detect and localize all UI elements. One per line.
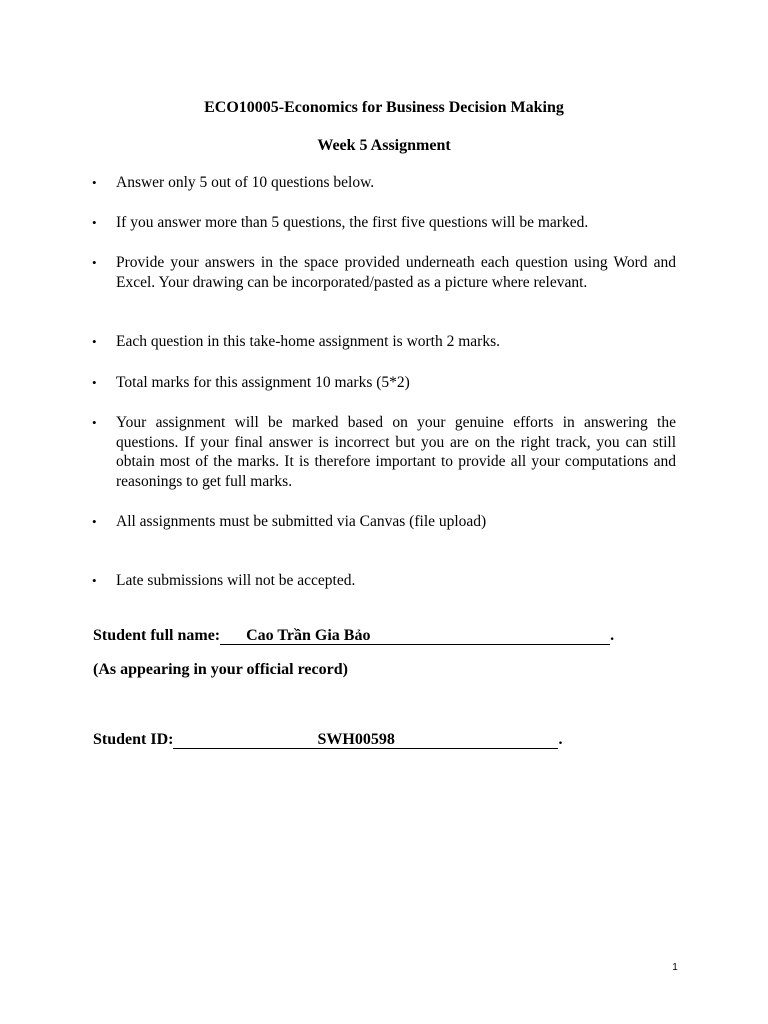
student-id-field [93, 730, 562, 750]
instruction-text: Provide your answers in the space provided underneath each question using Word and Excel. Your drawing can be incorporated/pasted as a picture where relevant. [116, 254, 676, 291]
bullet-icon: • [92, 334, 97, 349]
bullet-icon: • [92, 415, 97, 430]
bullet-icon: • [92, 255, 97, 270]
instruction-text: Your assignment will be marked based on your genuine efforts in answering the questions. If your final answer is incorrect but you are on the right track, you can still obtain most of the marks. It is therefore important to provide all your computations and reasonings to get full marks. [116, 414, 676, 490]
document-subtitle: Week 5 Assignment [317, 137, 451, 154]
instruction-text: All assignments must be submitted via Canvas (file upload) [116, 513, 487, 530]
student-name-note: (As appearing in your official record) [93, 661, 348, 678]
student-id-value: SWH00598 [173, 731, 558, 749]
student-name-label: Student full name: [93, 627, 221, 644]
bullet-icon: • [92, 215, 97, 230]
instruction-text: If you answer more than 5 questions, the first five questions will be marked. [116, 214, 589, 231]
instruction-text: Total marks for this assignment 10 marks (5*2) [116, 374, 410, 391]
student-name-terminator: . [610, 627, 615, 644]
instruction-text: Answer only 5 out of 10 questions below. [116, 174, 375, 191]
instruction-text: Each question in this take-home assignment is worth 2 marks. [116, 333, 500, 350]
page-number: 1 [672, 962, 678, 973]
document-title: ECO10005-Economics for Business Decision Making [204, 99, 564, 116]
student-name-field [93, 626, 614, 646]
bullet-icon: • [92, 573, 97, 588]
student-id-label: Student ID: [93, 731, 174, 748]
bullet-icon: • [92, 514, 97, 529]
student-name-value: Cao Trần Gia Bảo [220, 627, 610, 645]
student-id-terminator: . [558, 731, 563, 748]
bullet-icon: • [92, 375, 97, 390]
bullet-icon: • [92, 175, 97, 190]
instruction-text: Late submissions will not be accepted. [116, 572, 356, 589]
